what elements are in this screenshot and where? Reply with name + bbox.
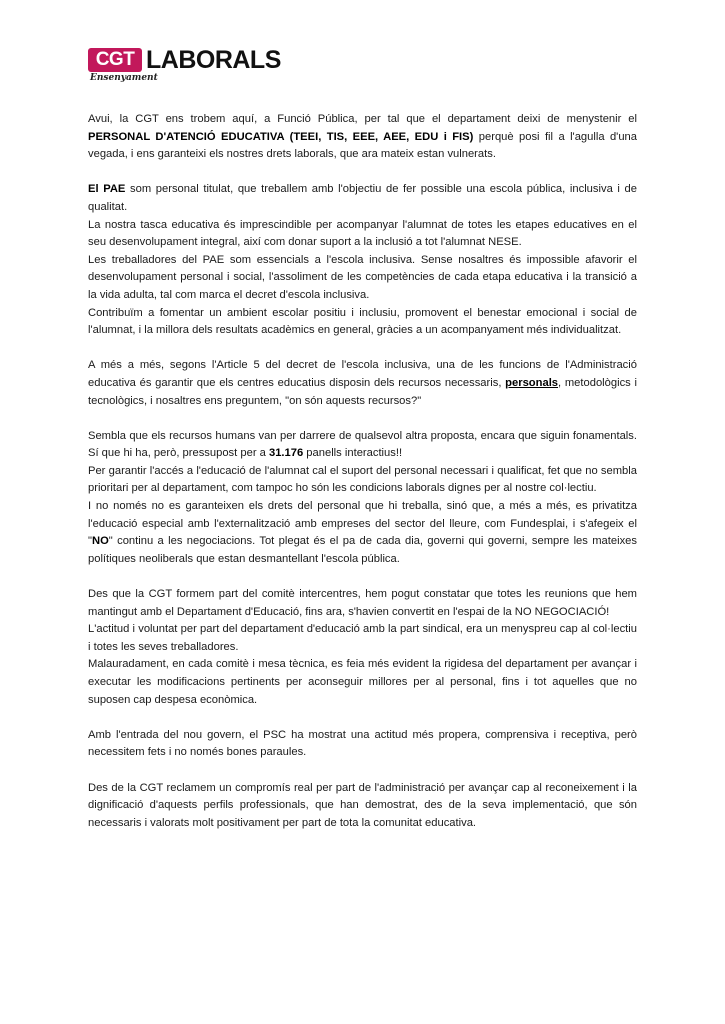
body-text: perquè posi fil a l'agulla d'una vegada, i ens garanteixi els nostres drets laborals, que ara mateix estan vulnerats. (88, 130, 637, 161)
cgt-laborals-logo (88, 46, 281, 86)
paragraph-line (88, 252, 637, 305)
body-text: Contribuïm a fomentar un ambient escolar positiu i inclusiu, promovent el benestar emocional i social de l'alumnat, i la millora dels resultats acadèmics en general, gràcies a un acompanyament més individualitzat. (88, 306, 637, 337)
paragraph (88, 357, 637, 410)
paragraph (88, 181, 637, 339)
emphasis-text: El PAE (88, 183, 126, 196)
paragraph-line (88, 305, 637, 340)
paragraph (88, 586, 637, 709)
paragraph-line (88, 463, 637, 498)
emphasis-text: personals (505, 376, 559, 389)
paragraph-line (88, 181, 637, 216)
emphasis-text: NO (91, 535, 109, 548)
paragraph-line (88, 498, 637, 568)
paragraph (88, 727, 637, 762)
document-body (88, 111, 637, 850)
paragraph-line (88, 428, 637, 463)
body-text: Avui, la CGT ens trobem aquí, a Funció Pública, per tal que el departament deixi de menystenir el (88, 113, 637, 125)
body-text: Malauradament, en cada comitè i mesa tècnica, es feia més evident la rigidesa del departament per avançar i executar les modificacions pertinents per aconseguir millores per al personal, fins i tot aquelles que no suposen cap despesa econòmica. (88, 658, 637, 706)
logo-wordmark: LABORALS (146, 46, 281, 74)
paragraph-line (88, 357, 637, 410)
paragraph-line (88, 727, 637, 762)
logo-subtitle: Ensenyament (90, 73, 158, 83)
paragraph-line (88, 586, 637, 621)
body-text: Des de la CGT reclamem un compromís real per part de l'administració per avançar cap al reconeixement i la dignificació d'aquests perfils professionals, que han demostrat, des de la seva implementació, que són necessaris i valorats molt positivament per part de tota la comunitat educativa. (88, 781, 637, 829)
body-text: som personal titulat, que treballem amb l'objectiu de fer possible una escola pública, inclusiva i de qualitat. (88, 183, 637, 213)
body-text: panells interactius!! (303, 447, 403, 460)
paragraph (88, 428, 637, 569)
body-text: Per garantir l'accés a l'educació de l'alumnat cal el suport del personal necessari i qualificat, fet que no sembla prioritari per al departament, com tampoc ho són les condicions laborals dignes per al nostre col·lectiu. (88, 464, 637, 495)
body-text: , metodològics i tecnològics, i nosaltres ens preguntem, "on són aquests recursos?" (88, 376, 637, 407)
body-text: La nostra tasca educativa és imprescindible per acompanyar l'alumnat de totes les etapes educatives en el seu desenvolupament integral, així com donar suport a la inclusió a tot l'alumnat NESE. (88, 218, 637, 249)
body-text: Sembla que els recursos humans van per darrere de qualsevol altra proposta, encara que siguin fonamentals. Sí que hi ha, però, pressupost per a (88, 429, 637, 460)
paragraph (88, 780, 637, 833)
logo-badge: CGT (88, 48, 142, 72)
paragraph-line (88, 621, 637, 656)
body-text: L'actitud i voluntat per part del departament d'educació amb la part sindical, era un menyspreu cap al col·lectiu i totes les seves treballadores. (88, 623, 637, 653)
body-text: Amb l'entrada del nou govern, el PSC ha mostrat una actitud més propera, comprensiva i receptiva, però necessitem fets i no només bones paraules. (88, 728, 637, 759)
paragraph-line (88, 656, 637, 709)
paragraph-line (88, 111, 637, 164)
paragraph-line (88, 780, 637, 833)
paragraph-line (88, 217, 637, 252)
paragraph (88, 111, 637, 164)
body-text: Des que la CGT formem part del comitè intercentres, hem pogut constatar que totes les reunions que hem mantingut amb el Departament d'Educació, fins ara, s'havien convertit en l'espai de la NO NEGOCIACIÓ! (88, 588, 637, 618)
emphasis-text: PERSONAL D'ATENCIÓ EDUCATIVA (TEEI, TIS, EEE, AEE, EDU i FIS) (88, 130, 474, 143)
emphasis-text: 31.176 (268, 447, 304, 460)
body-text: " continu a les negociacions. Tot plegat és el pa de cada dia, governi qui governi, sempre les mateixes polítiques neoliberals que estan desmantellant l'escola pública. (88, 535, 637, 565)
body-text: A més a més, segons l'Article 5 del decret de l'escola inclusiva, una de les funcions de l'Administració educativa és garantir que els centres educatius disposin dels recursos necessaris, (88, 359, 637, 389)
body-text: I no només no es garanteixen els drets del personal que hi treballa, sinó que, a més a més, es privatitza l'educació especial amb l'externalització amb empreses del sector del lleure, com Fundesplai, i s'afegeix el " (88, 500, 637, 548)
body-text: Les treballadores del PAE som essencials a l'escola inclusiva. Sense nosaltres és impossible afavorir el desenvolupament personal i social, l'assoliment de les competències de cada etapa educativa i la transició a la vida adulta, tal com marca el decret d'escola inclusiva. (88, 253, 637, 301)
